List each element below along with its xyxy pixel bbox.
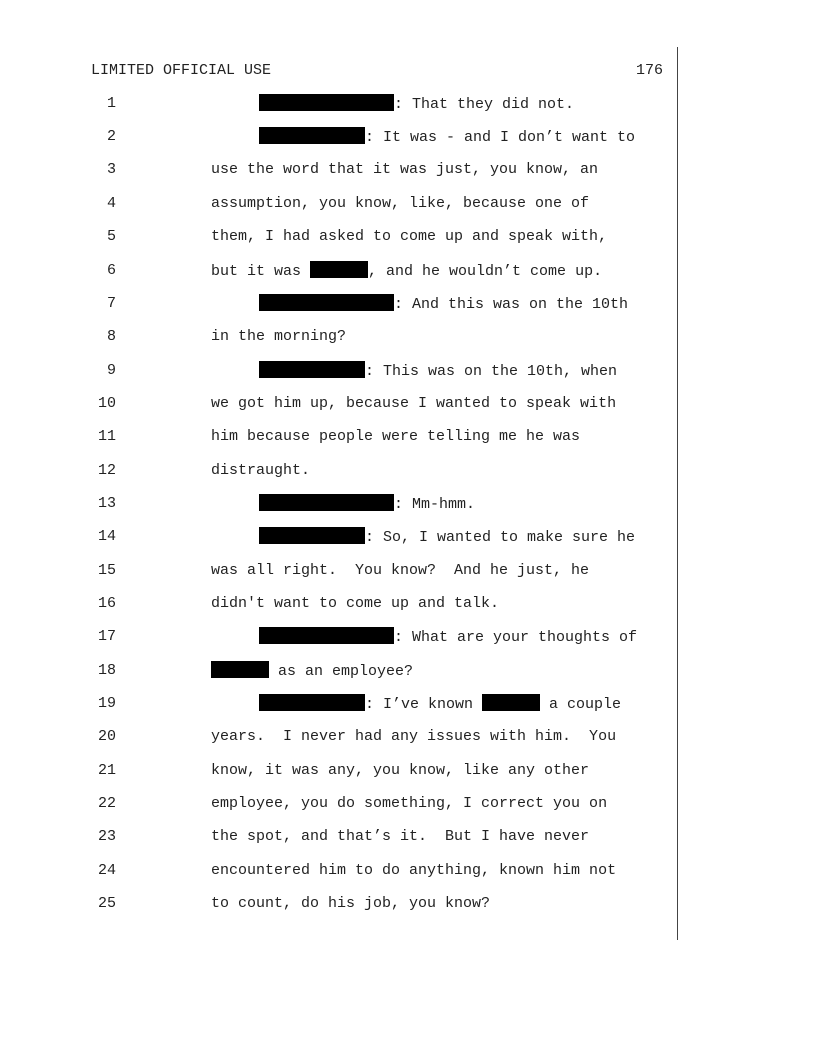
- redaction-box: [259, 694, 365, 711]
- transcript-line: [0, 627, 676, 647]
- line-text-segment: as an employee?: [269, 663, 414, 680]
- line-text: [259, 127, 635, 148]
- transcript-line: [0, 361, 676, 381]
- line-number: 23: [97, 828, 116, 845]
- line-number: 7: [106, 295, 116, 312]
- line-text-segment: know, it was any, you know, like any other: [211, 762, 590, 779]
- line-text: [259, 627, 637, 648]
- line-text-segment: employee, you do something, I correct you on: [211, 795, 608, 812]
- transcript-line: [0, 94, 676, 114]
- line-number: 12: [97, 462, 116, 479]
- redaction-box: [259, 294, 394, 311]
- line-text: [259, 361, 617, 382]
- redaction-box: [259, 361, 365, 378]
- line-text-segment: distraught.: [211, 462, 311, 479]
- right-margin-rule: [677, 47, 678, 940]
- line-text: [259, 694, 621, 715]
- redaction-box: [259, 494, 394, 511]
- line-text-segment: assumption, you know, like, because one of: [211, 195, 590, 212]
- line-text-segment: : It was - and I don’t want to: [365, 129, 636, 146]
- line-text-segment: : I’ve known: [365, 696, 483, 713]
- line-text-segment: we got him up, because I wanted to speak with: [211, 395, 617, 412]
- line-number: 17: [97, 628, 116, 645]
- transcript-line: [0, 194, 676, 214]
- line-number: 9: [106, 362, 116, 379]
- transcript-line: [0, 227, 676, 247]
- line-number: 22: [97, 795, 116, 812]
- line-text-segment: : And this was on the 10th: [394, 296, 629, 313]
- transcript-line: [0, 594, 676, 614]
- transcript-line: [0, 494, 676, 514]
- line-number: 2: [106, 128, 116, 145]
- transcript-line: [0, 894, 676, 914]
- line-text-segment: use the word that it was just, you know, an: [211, 161, 599, 178]
- line-text-segment: him because people were telling me he was: [211, 428, 581, 445]
- line-text-segment: : What are your thoughts of: [394, 629, 638, 646]
- line-number: 25: [97, 895, 116, 912]
- transcript-line: [0, 261, 676, 281]
- transcript-line: [0, 461, 676, 481]
- transcript-line: [0, 694, 676, 714]
- line-text-segment: the spot, and that’s it. But I have never: [211, 828, 590, 845]
- line-number: 8: [106, 328, 116, 345]
- line-text-segment: to count, do his job, you know?: [211, 895, 491, 912]
- line-number: 5: [106, 228, 116, 245]
- line-text-segment: didn't want to come up and talk.: [211, 595, 500, 612]
- line-number: 16: [97, 595, 116, 612]
- line-text: [211, 261, 602, 282]
- transcript-line: [0, 327, 676, 347]
- line-number: 15: [97, 562, 116, 579]
- line-text-segment: them, I had asked to come up and speak with,: [211, 228, 608, 245]
- line-text-segment: years. I never had any issues with him. You: [211, 728, 617, 745]
- line-text: [259, 494, 475, 515]
- transcript-line: [0, 794, 676, 814]
- line-text-segment: : That they did not.: [394, 96, 575, 113]
- redaction-box: [259, 94, 394, 111]
- line-text-segment: in the morning?: [211, 328, 347, 345]
- redaction-box: [482, 694, 540, 711]
- transcript-line: [0, 661, 676, 681]
- line-text-segment: : Mm-hmm.: [394, 496, 476, 513]
- line-number: 20: [97, 728, 116, 745]
- line-number: 13: [97, 495, 116, 512]
- redaction-box: [310, 261, 368, 278]
- transcript-line: [0, 761, 676, 781]
- line-text-segment: encountered him to do anything, known him not: [211, 862, 617, 879]
- line-text-segment: : This was on the 10th, when: [365, 363, 618, 380]
- line-text-segment: a couple: [540, 696, 622, 713]
- transcript-line: [0, 394, 676, 414]
- line-number: 6: [106, 262, 116, 279]
- transcript-line: [0, 294, 676, 314]
- line-number: 21: [97, 762, 116, 779]
- page-number: 176: [636, 62, 664, 79]
- redaction-box: [211, 661, 269, 678]
- transcript-line: [0, 727, 676, 747]
- classification-header: LIMITED OFFICIAL USE: [91, 62, 272, 79]
- transcript-line: [0, 160, 676, 180]
- line-text-segment: , and he wouldn’t come up.: [368, 263, 603, 280]
- line-text-segment: but it was: [211, 263, 311, 280]
- redaction-box: [259, 127, 365, 144]
- line-number: 18: [97, 662, 116, 679]
- redaction-box: [259, 527, 365, 544]
- transcript-line: [0, 527, 676, 547]
- line-text: [259, 527, 635, 548]
- transcript-line: [0, 861, 676, 881]
- transcript-line: [0, 827, 676, 847]
- line-number: 10: [97, 395, 116, 412]
- line-text: [259, 94, 574, 115]
- line-number: 4: [106, 195, 116, 212]
- line-text: [211, 661, 413, 682]
- line-text-segment: was all right. You know? And he just, he: [211, 562, 590, 579]
- line-number: 1: [106, 95, 116, 112]
- transcript-line: [0, 427, 676, 447]
- line-number: 24: [97, 862, 116, 879]
- line-text-segment: : So, I wanted to make sure he: [365, 529, 636, 546]
- transcript-line: [0, 561, 676, 581]
- transcript-line: [0, 127, 676, 147]
- line-number: 3: [106, 161, 116, 178]
- line-number: 14: [97, 528, 116, 545]
- line-number: 11: [97, 428, 116, 445]
- line-number: 19: [97, 695, 116, 712]
- line-text: [259, 294, 628, 315]
- redaction-box: [259, 627, 394, 644]
